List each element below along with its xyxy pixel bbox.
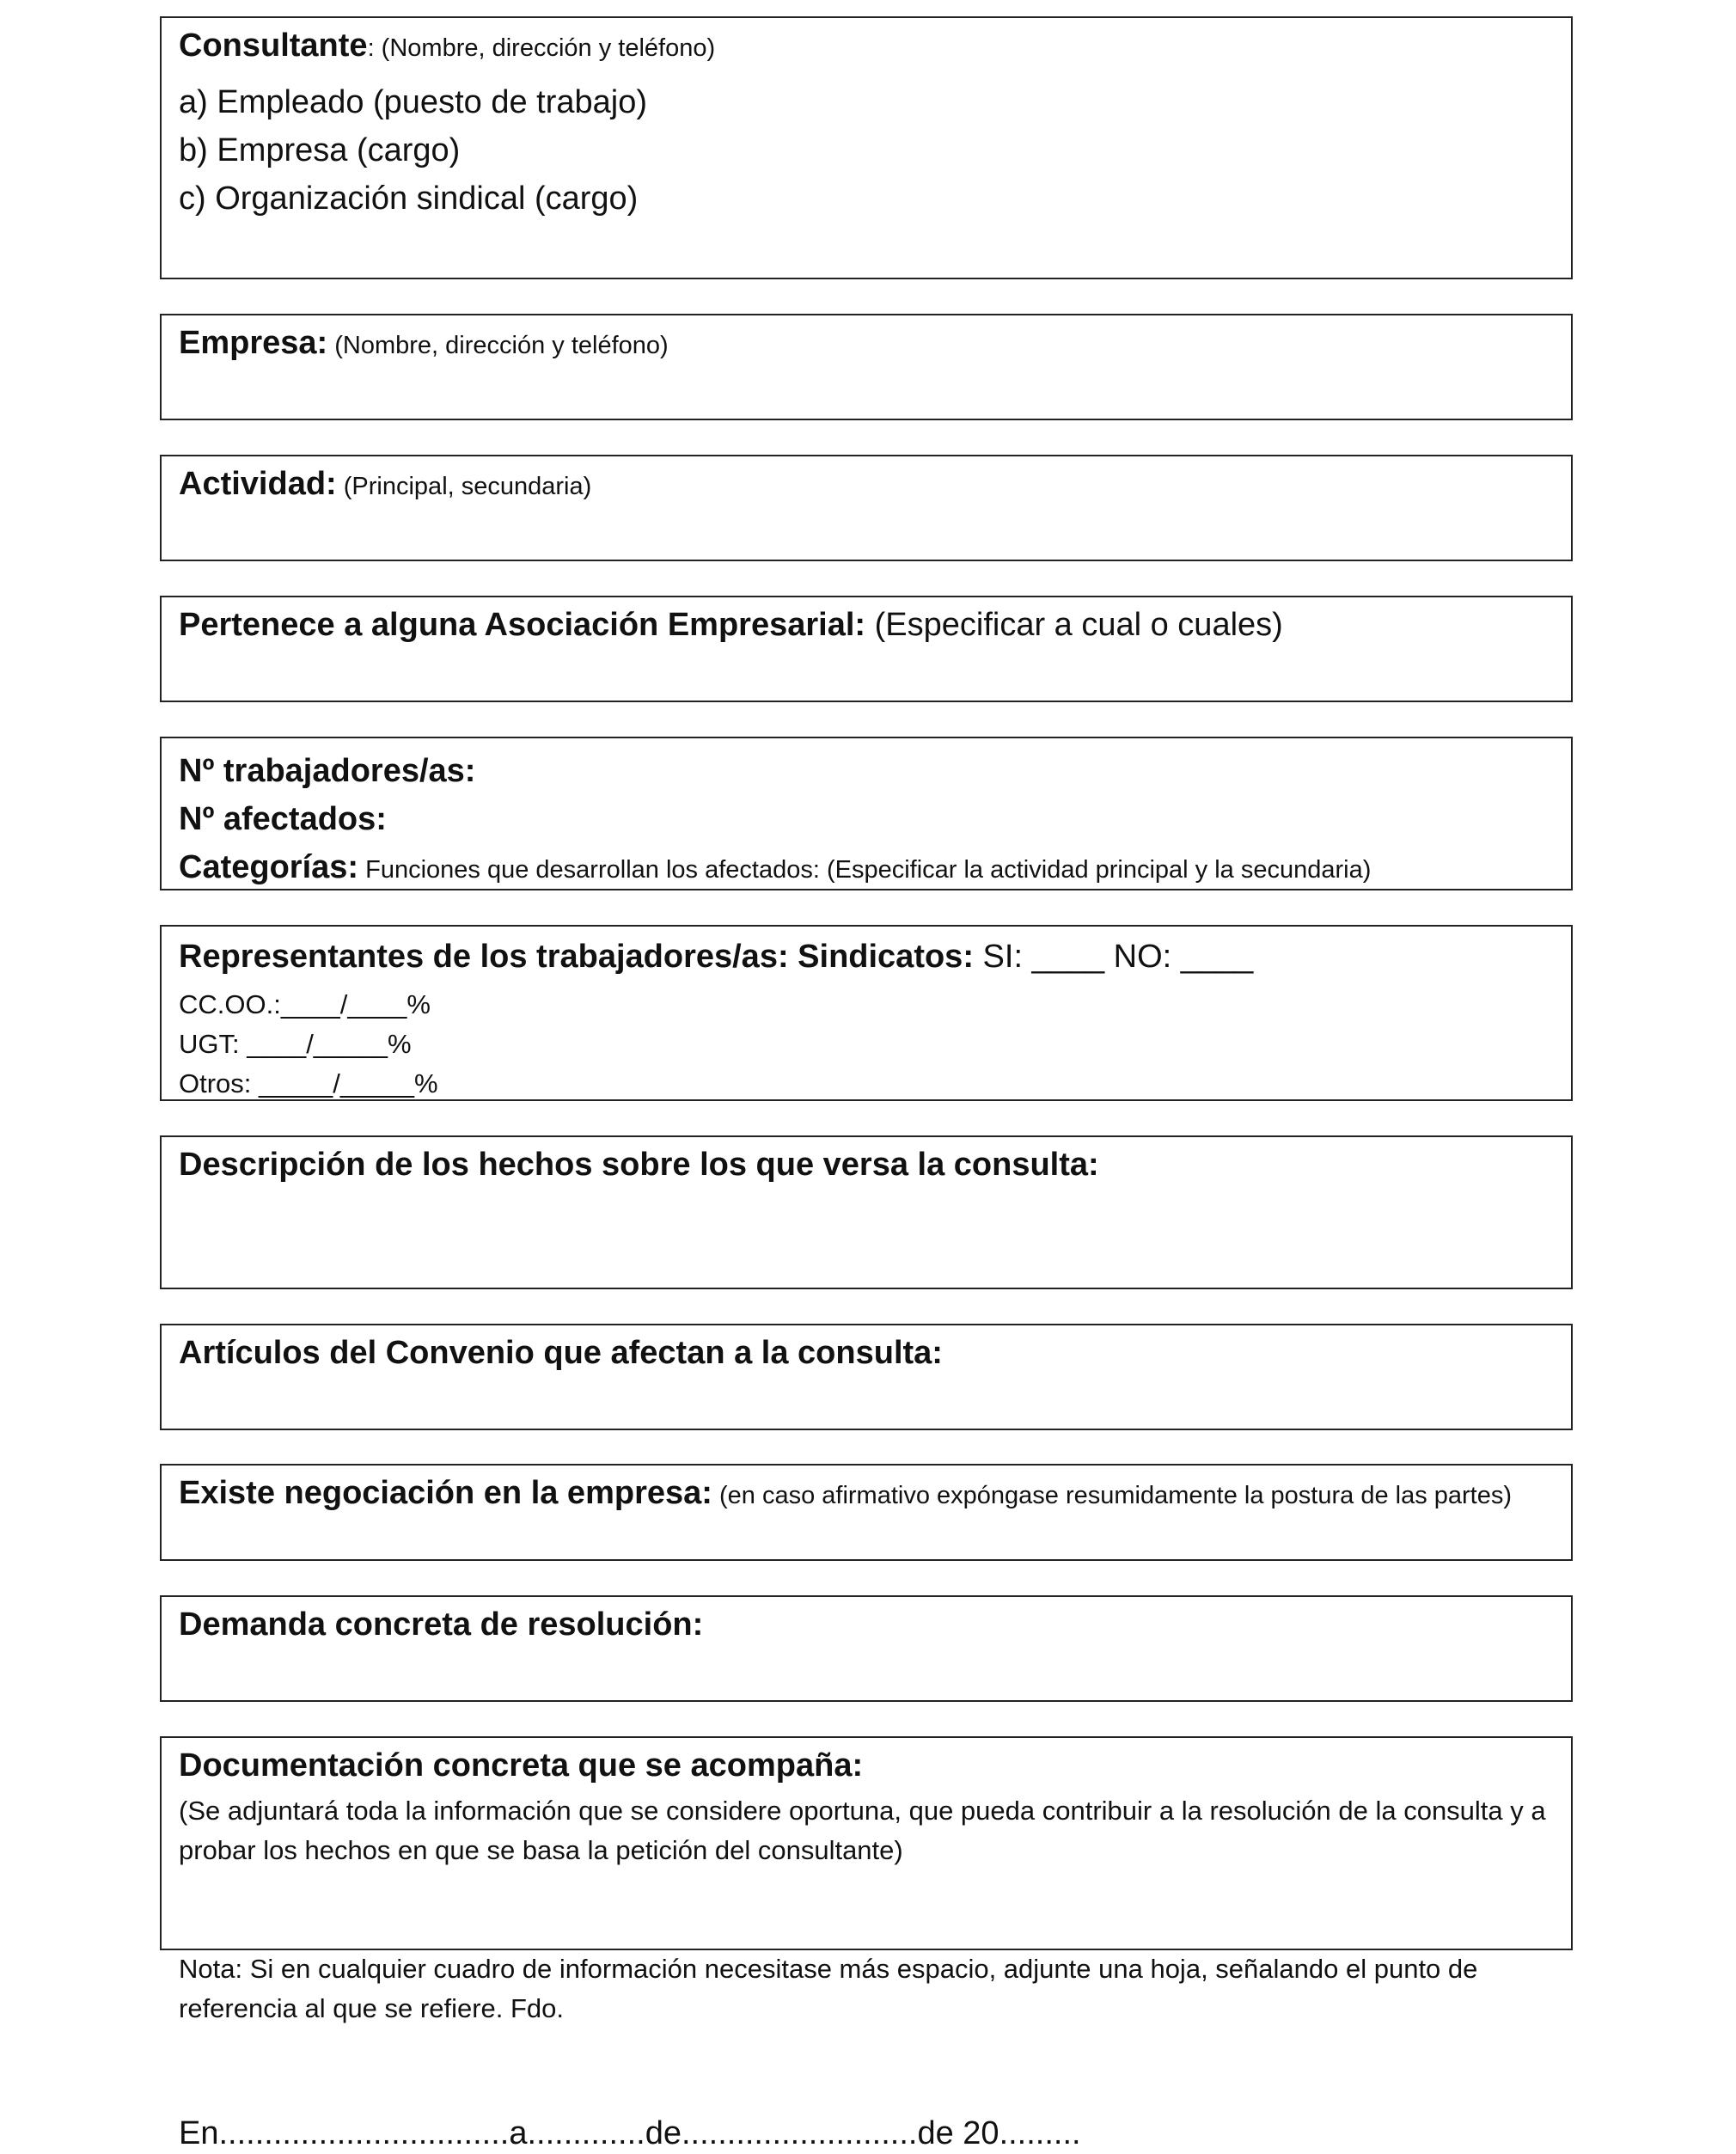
consultante-box[interactable]: [160, 16, 1573, 279]
actividad-heading: [179, 465, 1554, 505]
consultante-hint: : (Nombre, dirección y teléfono): [367, 34, 716, 62]
categorias-line: [179, 843, 1554, 898]
empresa-title: Empresa:: [179, 325, 328, 361]
documentacion-body: (Se adjuntará toda la información que se considere oportuna, que pueda contribuir a la resolución de la consulta y a probar los hechos en que se basa la petición del consultante): [179, 1795, 1546, 1865]
empresa-heading: [179, 324, 1554, 364]
demanda-box[interactable]: [160, 1595, 1573, 1702]
categorias-title: Categorías:: [179, 849, 359, 885]
asociacion-title: Pertenece a alguna Asociación Empresarial:: [179, 607, 866, 643]
articulos-box[interactable]: [160, 1324, 1573, 1430]
representantes-si-no: SI: ____ NO: ____: [973, 939, 1254, 975]
negociacion-heading: [179, 1474, 1554, 1514]
consultante-title: Consultante: [179, 28, 368, 64]
negociacion-box[interactable]: [160, 1464, 1573, 1561]
documentacion-title: Documentación concreta que se acompaña:: [179, 1747, 864, 1784]
representantes-title: Representantes de los trabajadores/as: Sindicatos:: [179, 939, 974, 975]
documentacion-box[interactable]: [160, 1736, 1573, 1950]
otros-line: Otros: _____/_____%: [179, 1068, 438, 1098]
empresa-hint: (Nombre, dirección y teléfono): [327, 332, 669, 359]
consultante-option-c: c) Organización sindical (cargo): [179, 180, 639, 217]
descripcion-title: Descripción de los hechos sobre los que versa la consulta:: [179, 1147, 1099, 1183]
articulos-title: Artículos del Convenio que afectan a la consulta:: [179, 1335, 943, 1371]
consultante-option-a: a) Empleado (puesto de trabajo): [179, 83, 647, 120]
descripcion-box[interactable]: [160, 1135, 1573, 1289]
representantes-heading: [179, 935, 1554, 985]
negociacion-title: Existe negociación en la empresa:: [179, 1475, 712, 1511]
consultante-option-b: b) Empresa (cargo): [179, 132, 461, 168]
actividad-box[interactable]: [160, 455, 1573, 561]
demanda-title: Demanda concreta de resolución:: [179, 1606, 704, 1643]
fecha-line: En................................a.............de..........................de 20.........: [179, 2115, 1081, 2151]
nota-text: Nota: Si en cualquier cuadro de información necesitase más espacio, adjunte una hoja, señalando el punto de referencia al que se refiere. Fdo.: [179, 1954, 1478, 2023]
negociacion-hint: (en caso afirmativo expóngase resumidamente la postura de las partes): [712, 1482, 1513, 1509]
consultante-heading: [179, 27, 1554, 66]
asociacion-hint: (Especificar a cual o cuales): [865, 607, 1283, 643]
ugt-line: UGT: ____/_____%: [179, 1029, 412, 1059]
ccoo-line: CC.OO.:____/____%: [179, 989, 431, 1019]
categorias-hint: Funciones que desarrollan los afectados: (Especificar la actividad principal y la secundaria): [358, 856, 1372, 884]
actividad-hint: (Principal, secundaria): [336, 473, 592, 500]
asociacion-box[interactable]: [160, 596, 1573, 702]
empresa-box[interactable]: [160, 314, 1573, 420]
asociacion-heading: [179, 606, 1554, 646]
actividad-title: Actividad:: [179, 466, 337, 502]
representantes-box[interactable]: [160, 925, 1573, 1101]
trabajadores-box[interactable]: [160, 737, 1573, 890]
num-afectados-label: Nº afectados:: [179, 801, 387, 837]
num-trabajadores-label: Nº trabajadores/as:: [179, 753, 476, 789]
